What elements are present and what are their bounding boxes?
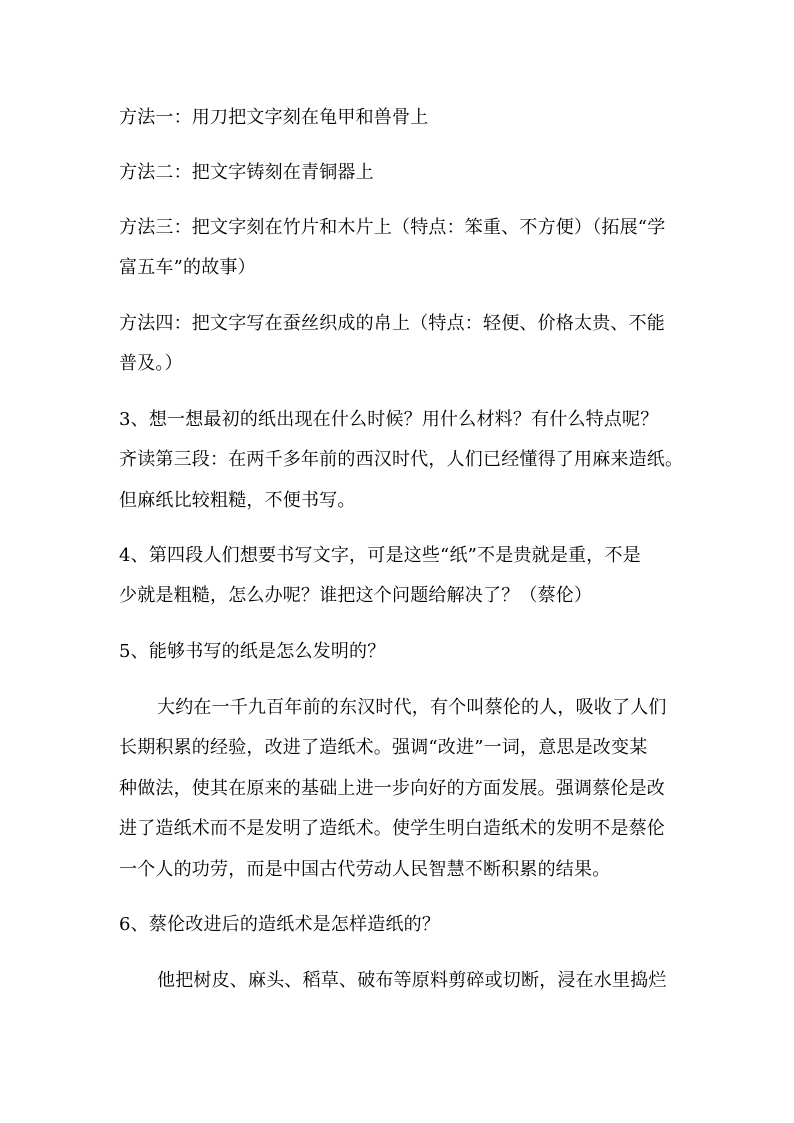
answer-5-line-5: 一个人的功劳，而是中国古代劳动人民智慧不断积累的结果。 xyxy=(119,859,611,880)
method-four-line: 方法四：把文字写在蚕丝织成的帛上（特点：轻便、价格太贵、不能 xyxy=(119,313,665,334)
question-3-line: 3、想一想最初的纸出现在什么时候？用什么材料？有什么特点呢？ xyxy=(119,409,659,430)
answer-5-line-4: 进了造纸术而不是发明了造纸术。使学生明白造纸术的发明不是蔡伦 xyxy=(119,818,665,839)
answer-5-line-2: 长期积累的经验，改进了造纸术。强调“改进”一词，意思是改变某 xyxy=(119,737,648,758)
answer-6-line-1: 他把树皮、麻头、稻草、破布等原料剪碎或切断，浸在水里捣烂 xyxy=(157,970,667,991)
answer-5-line-3: 种做法，使其在原来的基础上进一步向好的方面发展。强调蔡伦是改 xyxy=(119,778,665,799)
paragraph-3-line-cont: 但麻纸比较粗糙，不便书写。 xyxy=(119,490,356,511)
method-two-line: 方法二：把文字铸刻在青铜器上 xyxy=(119,162,374,183)
paragraph-3-line: 齐读第三段：在两千多年前的西汉时代，人们已经懂得了用麻来造纸。 xyxy=(119,449,684,470)
method-three-line-cont: 富五车”的故事） xyxy=(119,257,256,278)
question-4-line-cont: 少就是粗糙，怎么办呢？谁把这个问题给解决了？（蔡伦） xyxy=(119,585,593,606)
question-6-line: 6、蔡伦改进后的造纸术是怎样造纸的？ xyxy=(119,914,441,935)
method-three-line: 方法三：把文字刻在竹片和木片上（特点：笨重、不方便）（拓展“学 xyxy=(119,217,666,238)
method-one-line: 方法一：用刀把文字刻在龟甲和兽骨上 xyxy=(119,107,429,128)
method-four-line-cont: 普及。） xyxy=(119,353,183,374)
question-5-line: 5、能够书写的纸是怎么发明的？ xyxy=(119,641,386,662)
answer-5-line-1: 大约在一千九百年前的东汉时代，有个叫蔡伦的人，吸收了人们 xyxy=(157,697,667,718)
question-4-line: 4、第四段人们想要书写文字，可是这些“纸”不是贵就是重，不是 xyxy=(119,545,641,566)
